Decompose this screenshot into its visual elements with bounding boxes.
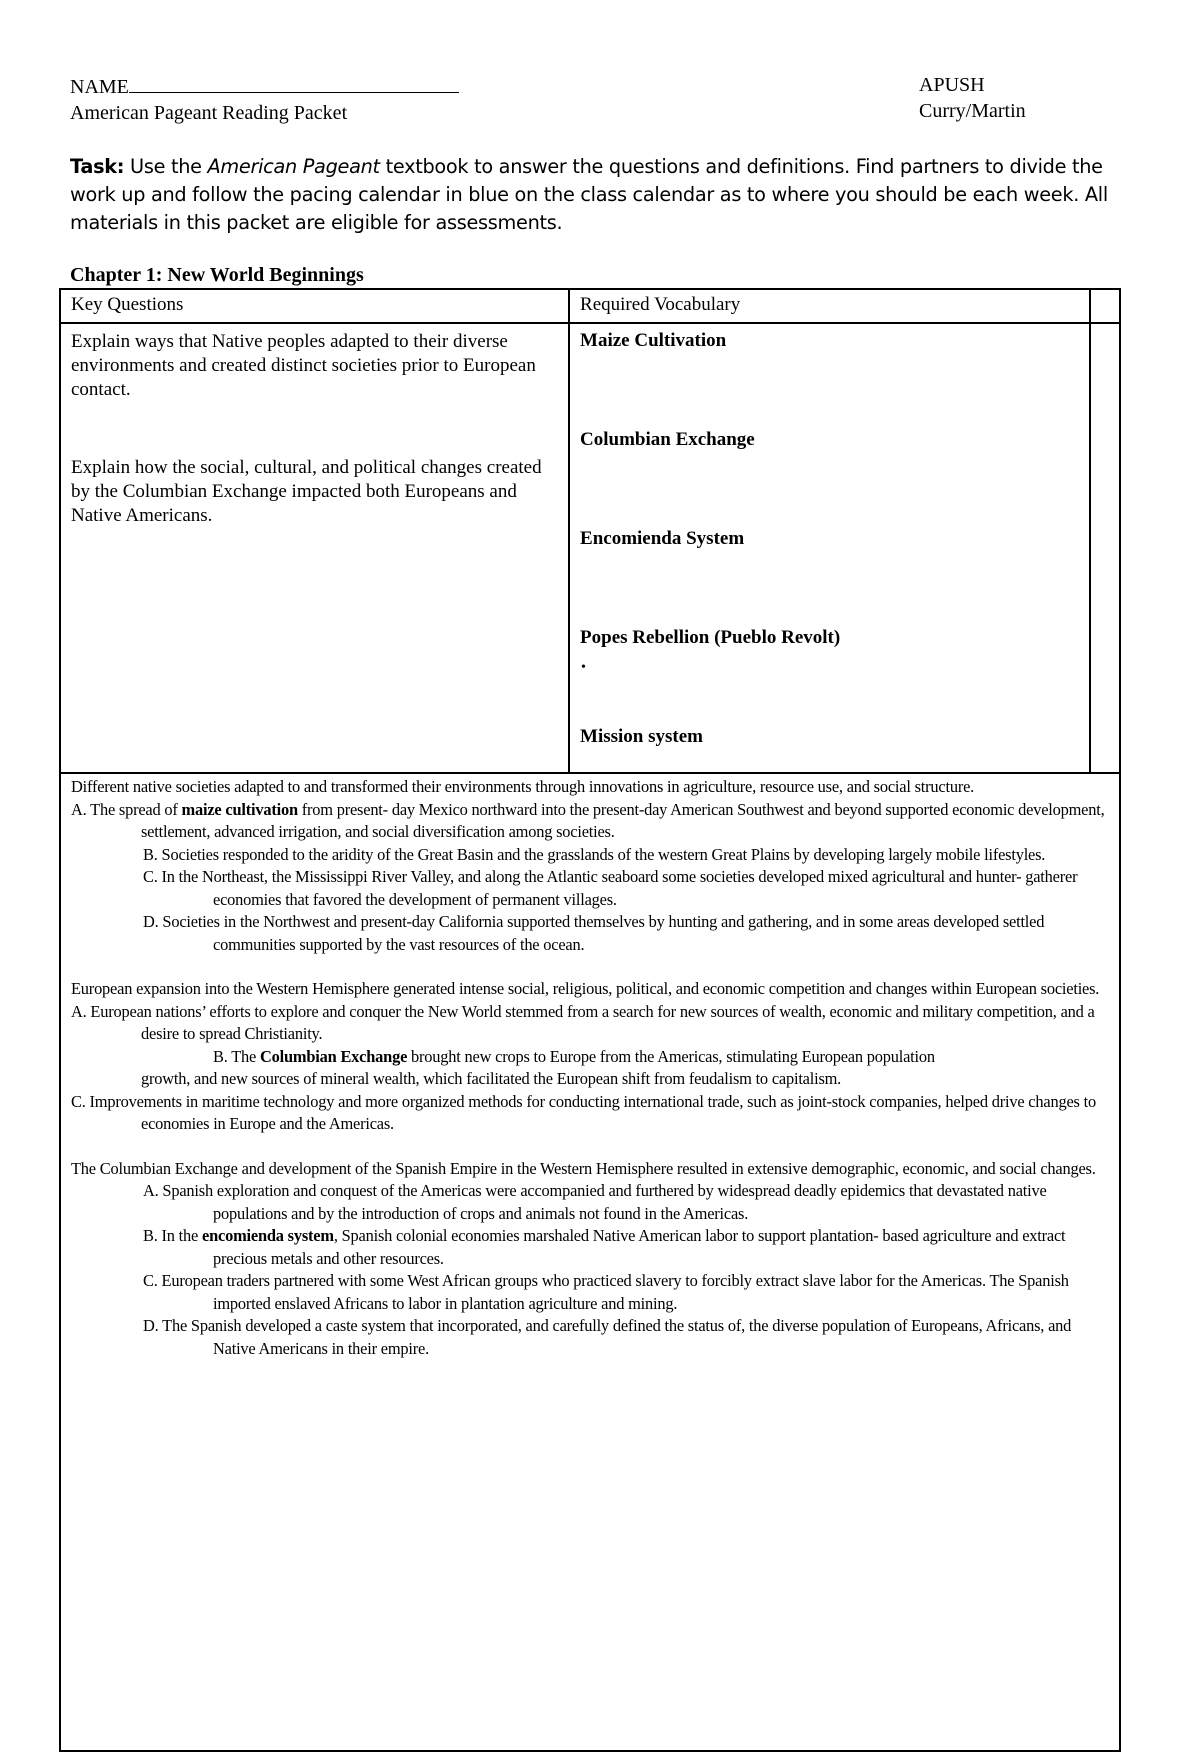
task-instructions: [70, 153, 1150, 237]
vocab-header: Required Vocabulary: [569, 289, 1090, 323]
key-questions-cell: [60, 323, 569, 773]
concept-item: B. Societies responded to the aridity of the Great Basin and the grasslands of the western Great Plains by developing largely mobile lifestyles.: [143, 844, 1046, 864]
concept-text: B. In the: [143, 1226, 203, 1245]
vocab-term: Encomienda System: [580, 528, 745, 549]
concept-item-continued: growth, and new sources of mineral wealth, which facilitated the European shift from feudalism to capitalism.: [141, 1069, 842, 1088]
task-label: Task:: [70, 155, 125, 178]
book-title: American Pageant: [207, 155, 380, 178]
key-question: Explain how the social, cultural, and political changes created by the Columbian Exchange impacted both Europeans and Native Americans.: [71, 457, 542, 526]
concept-item: D. Societies in the Northwest and present-day California supported themselves by hunting and gathering, and in some areas developed settled communities supported by the vast resources of the ocean.: [143, 912, 1045, 954]
concept-item: C. European traders partnered with some West African groups who practiced slavery to forcibly extract slave labor for the Americas. The Spanish imported enslaved Africans to labor in plantation agriculture and mining.: [143, 1271, 1069, 1313]
concept-item: [71, 1046, 1111, 1069]
vocab-cell: [569, 323, 1090, 773]
concept-item: C. Improvements in maritime technology and more organized methods for conducting international trade, such as joint-stock companies, helped drive changes to economies in Europe and the Americas.: [71, 1091, 1096, 1133]
course-name: APUSH: [919, 74, 985, 96]
chapter-table: [59, 288, 1121, 774]
concept-lead: Different native societies adapted to and transformed their environments through innovations in agriculture, resource use, and social structure.: [71, 777, 975, 796]
concept-term: Columbian Exchange: [260, 1046, 408, 1066]
vocab-term: Columbian Exchange: [580, 429, 755, 450]
name-row: [70, 72, 459, 100]
vocab-term: Popes Rebellion (Pueblo Revolt): [580, 627, 841, 648]
teacher-names: Curry/Martin: [919, 100, 1026, 122]
concept-text: brought new crops to Europe from the Americas, stimulating European population: [407, 1046, 935, 1066]
packet-subtitle: American Pageant Reading Packet: [70, 102, 348, 124]
concept-outline-box: [59, 772, 1121, 1752]
concept-text: B. The: [213, 1046, 261, 1066]
concept-lead: The Columbian Exchange and development of the Spanish Empire in the Western Hemisphere resulted in extensive demographic, economic, and social changes.: [71, 1158, 1096, 1178]
concept-item: A. Spanish exploration and conquest of the Americas were accompanied and furthered by widespread deadly epidemics that devastated native populations and by the introduction of crops and animals not found in the Americas.: [143, 1181, 1047, 1223]
task-text-1: Use the: [124, 155, 208, 178]
concept-item: D. The Spanish developed a caste system that incorporated, and carefully defined the status of, the diverse population of Europeans, Africans, and Native Americans in their empire.: [143, 1316, 1072, 1358]
vocab-term: Mission system: [580, 726, 703, 747]
concept-item: C. In the Northeast, the Mississippi River Valley, and along the Atlantic seaboard some societies developed mixed agricultural and hunter- gatherer economies that favored the development of permanent villages.: [143, 867, 1078, 909]
name-blank-line[interactable]: [129, 72, 459, 93]
key-questions-header: Key Questions: [60, 289, 569, 323]
concept-item: [71, 799, 1111, 844]
concept-term: encomienda system: [202, 1226, 334, 1245]
header-left: [70, 72, 459, 126]
header-right: [919, 72, 1026, 124]
concept-item: A. European nations’ efforts to explore and conquer the New World stemmed from a search for new sources of wealth, economic and military competition, and a desire to spread Christianity.: [71, 1001, 1095, 1043]
name-label: NAME: [70, 76, 129, 98]
check-column-cell: [1090, 323, 1120, 773]
vocab-bullet: •: [581, 660, 586, 675]
concept-text: A. The spread of: [71, 799, 182, 819]
chapter-title: Chapter 1: New World Beginnings: [70, 264, 364, 286]
concept-text: , Spanish colonial economies marshaled Native American labor to support plantation- based agriculture and extract precious metals and other resources.: [213, 1226, 1066, 1268]
key-question: Explain ways that Native peoples adapted to their diverse environments and created distinct societies prior to European contact.: [71, 331, 536, 400]
concept-text: from present- day Mexico northward into the present-day American Southwest and beyond supported economic development, settlement, advanced irrigation, and social diversification among societies.: [141, 799, 1105, 841]
concept-item: [71, 1225, 1111, 1270]
task-text-2: textbook to answer the questions and definitions. Find partners to divide the work up and follow the pacing calendar in blue on the class calendar as to where you should be each week. All materials in this packet are eligible for assessments.: [70, 155, 1108, 234]
check-column-header: [1090, 289, 1120, 323]
vocab-term: Maize Cultivation: [580, 330, 727, 351]
concept-lead: European expansion into the Western Hemisphere generated intense social, religious, political, and economic competition and changes within European societies.: [71, 979, 1100, 998]
concept-outline: [71, 776, 1111, 1360]
concept-term: maize cultivation: [181, 799, 298, 819]
